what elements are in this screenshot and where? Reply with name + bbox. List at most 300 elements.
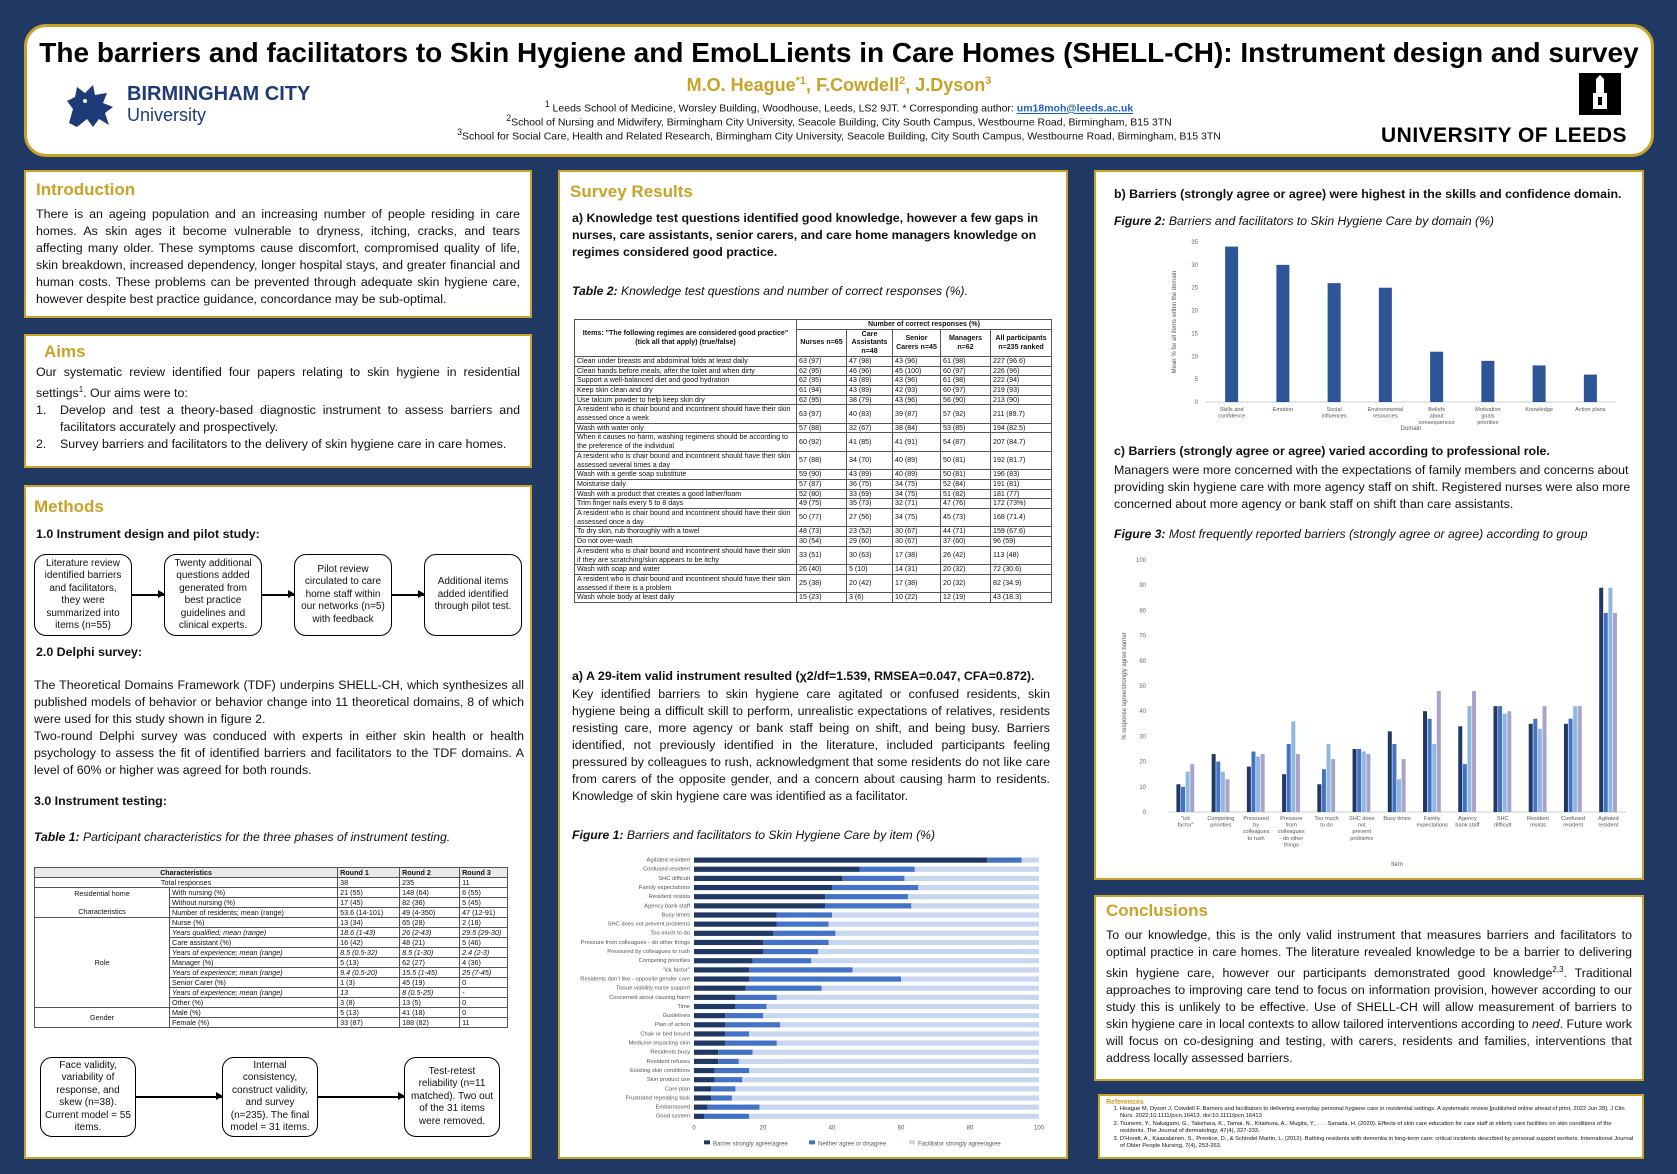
fig1-bar-segment [725,1041,777,1046]
table-row: Do not over-wash 30 (54) 29 (60) 30 (67) 37 (60) 96 (59) [575,537,1052,547]
table-row: Number of residents; mean (range) 53.6 (14-101) 49 (4-350) 47 (12-91) [35,908,508,918]
fig2-tick-label: 5 [1194,377,1198,384]
fig1-bar-segment [694,1041,725,1046]
fig1-category-label: Pressure from colleagues - do other things [580,939,690,946]
fig1-category-label: Pressured by colleagues to rush [607,949,690,955]
findings-panel [1094,170,1644,880]
figure2-caption: Figure 2: Barriers and facilitators to Skin Hygiene Care by domain (%) [1114,214,1494,228]
fig3-tick-label: 80 [1139,608,1146,615]
bcu-logo [63,79,310,131]
fig1-category-label: Medicine impacting skin [628,1040,690,1047]
fig2-category-label: Environmental resources [1367,407,1404,420]
table-row: Role Nurse (%) 13 (34) 65 (28) 2 (18) [35,918,508,928]
fig2-category-label: Social influences [1321,407,1347,420]
fig1-bar-segment [694,922,777,927]
table-row: Manager (%) 5 (13) 62 (27) 4 (36) [35,958,508,968]
corresponding-email-link[interactable]: um18moh@leeds.ac.uk [1016,102,1134,115]
fig3-bar [1472,691,1476,812]
fig3-bar [1402,759,1406,812]
fig1-bar-segment [694,931,773,936]
fig1-bar-segment [694,1013,725,1018]
fig1-bar-segment [694,1031,725,1036]
table1-caption: Table 1: Participant characteristics for the three phases of instrument testing. [34,830,451,844]
fig3-bar [1599,588,1603,812]
table-row: Support a well-balanced diet and good hydration 62 (95) 43 (89) 43 (96) 61 (98) 222 (94) [575,376,1052,386]
table-row: Years of experience; mean (range) 13 8 (0.5-25) - [35,988,508,998]
references-heading: References [1106,1099,1144,1106]
fig3-category-label: "ick factor" [1177,816,1194,829]
flow1-arrow-1 [132,594,164,596]
fig3-bar [1176,784,1180,812]
fig3-bar [1467,706,1471,812]
fig3-category-label: SHC difficult [1494,816,1512,829]
fig3-bar [1287,744,1291,812]
fig1-category-label: Guidelines [662,1013,690,1020]
fig1-legend-swatch [704,1140,710,1144]
fig3-category-label: Pressured by colleagues to rush [1242,816,1270,842]
affiliation-2: $^2$School of Nursing and Midwifery, Birmingham City University, Seacole Building, City South Campus, Westbourne Road, Birmingham, B15 3TN [506,113,1172,129]
introduction-heading: Introduction [36,180,136,199]
fig2-tick-label: 25 [1191,285,1198,292]
fig1-legend-label: Facilitator strongly agree/agree [918,1141,1001,1148]
fig1-bar-segment [694,1086,711,1091]
table1-header-row: Characteristics Round 1 Round 2 Round 3 [35,868,508,878]
fig2-bar [1379,288,1392,402]
fig1-bar-segment [842,876,904,881]
table-row: Clean under breasts and abdominal folds at least daily 63 (97) 47 (98) 43 (96) 61 (98) 227 (96.6) [575,356,1052,366]
fig3-bar [1388,731,1392,812]
fig3-bar [1564,724,1568,812]
figure3-caption: Figure 3: Most frequently reported barriers (strongly agree or agree) according to group [1114,527,1588,541]
fig3-bar [1428,719,1432,812]
author-1: M.O. Heague$^{*1}$ [686,75,807,95]
table-row: Female (%) 33 (87) 188 (82) 11 [35,1018,508,1028]
fig3-bar [1578,706,1582,812]
table-row: Wash with water only 57 (88) 32 (67) 38 (84) 53 (85) 194 (82.5) [575,423,1052,433]
fig2-category-label: Knowledge [1525,407,1553,413]
fig1-bar-segment [694,903,825,908]
fig1-bar-segment [860,867,915,872]
fig2-bar [1430,352,1443,402]
fig1-bar-segment [904,876,1039,881]
flow1-step-1: Literature review identified barriers and facilitators, they were summarized into items (n=55) [34,554,132,636]
fig1-bar-segment [763,1013,1039,1018]
fig1-category-label: Busy times [661,912,690,919]
fig1-bar-segment [694,1114,704,1119]
table-row: Moisturise daily 57 (87) 36 (75) 34 (75) 52 (84) 191 (81) [575,479,1052,489]
fig1-bar-segment [694,894,825,899]
fig1-category-label: Existing skin conditions [630,1067,690,1074]
methods-sub1: 1.0 Instrument design and pilot study: [36,527,260,541]
fig1-category-label: Resident resists [648,894,690,901]
fig2-tick-label: 0 [1194,400,1198,406]
fig3-y-axis-label: % response agree/strongly agree barrier [1122,632,1128,740]
fig3-category-label: Pressure from colleagues - do other things [1277,816,1305,849]
fig1-bar-segment [829,922,1039,927]
flow2-step-1: Face validity, variability of response, and skew (n=38). Current model = 55 items. [40,1057,136,1137]
fig3-tick-label: 20 [1139,759,1146,766]
fig1-bar-segment [694,876,842,881]
table-row: Wash with a gentle soap substitute 59 (90) 43 (89) 40 (89) 50 (81) 196 (83) [575,470,1052,480]
fig1-bar-segment [749,1114,1039,1119]
table-row: A resident who is chair bound and incontinent should have their skin assessed if there is a problem 25 (38) 20 (42) 17 (38) 20 (32) 82 (34.9) [575,574,1052,592]
fig1-bar-segment [735,1086,1039,1091]
fig1-bar-segment [694,885,832,890]
fig1-bar-segment [749,967,853,972]
fig1-bar-segment [1022,858,1039,863]
poster-header [24,24,1654,157]
table-row: A resident who is chair bound and incontinent should have their skin if they are scratching/skin appears to be itchy 33 (51) 30 (63) 17 (38) 26 (42) 113 (48) [575,546,1052,564]
fig3-tick-label: 30 [1139,734,1146,741]
fig1-category-label: Family expectations [638,884,690,891]
fig1-bar-segment [777,922,829,927]
aims-item-2: 2. Survey barriers and facilitators to the delivery of skin hygiene care in care homes. [36,437,507,452]
fig3-x-axis-label: Item [1391,862,1403,868]
fig3-bar [1186,772,1190,812]
conclusions-text: To our knowledge, this is the only valid instrument that measures barriers and facilitators to optimal practice in care homes. The literature revealed knowledge to be a barrier to delivering skin hygiene care, however our participants demonstrated good knowledge$^{2,3}$. Traditional approaches to improving care tend to focus on information provision, however according to our study this is unlikely to be effective. Use of SHELL-CH will allow measurement of barriers to skin hygiene care in local contexts to allow tailored interventions according to need. Future work will focus on co-designing and testing, with carers, residents and families, interventions that address locally assessed barriers. [1106,928,1633,1066]
fig3-bar [1291,721,1295,812]
fig2-bar [1328,283,1341,402]
fig3-bar [1608,588,1612,812]
fig1-bar-segment [829,940,1039,945]
leeds-tower-icon [1579,73,1621,115]
fig3-category-label: Competing priorities [1207,816,1235,829]
fig1-tick-label: 20 [759,1125,767,1132]
fig1-bar-segment [901,976,1039,981]
fig1-bar-segment [694,867,860,872]
fig1-bar-segment [780,1022,1039,1027]
fig1-bar-segment [811,958,1039,963]
fig1-bar-segment [711,1095,732,1100]
fig2-tick-label: 10 [1191,354,1198,361]
fig1-category-label: Residents don't like - opposite gender care [580,976,690,983]
fig3-bar [1296,754,1300,812]
table-row: Senior Carer (%) 1 (3) 45 (19) 0 [35,978,508,988]
fig1-bar-segment [694,949,763,954]
fig1-category-label: Good system [655,1113,690,1120]
fig1-bar-segment [732,1095,1039,1100]
fig3-category-label: Agitated resident [1598,816,1619,829]
fig3-bar [1251,752,1255,812]
table2-caption: Table 2: Knowledge test questions and number of correct responses (%). [572,284,968,298]
fig1-bar-segment [694,1059,718,1064]
fig3-bar [1538,729,1542,812]
fig3-bar [1212,754,1216,812]
author-list: M.O. Heague$^{*1}$, F.Cowdell$^2$, J.Dyson$^3$ [686,75,992,95]
fig3-bar [1543,706,1547,812]
figure1-caption: Figure 1: Barriers and facilitators to Skin Hygiene Care by item (%) [572,828,936,842]
poster-title: The barriers and facilitators to Skin Hygiene and EmoLLients in Care Homes (SHELL-CH): Instrument design and survey [39,37,1639,68]
fig3-bar [1437,691,1441,812]
fig1-bar-segment [915,867,1039,872]
fig3-bar [1604,613,1608,812]
reference-3: 3. D'Hondt, A., Kaasalainen, S., Prentice, D., & Schindel Martin, L. (2012). Bathing residents with dementia in long-term care: critical incidents described by personal support workers. International Journal of Older People Nursing, 7(4), 253-263. [1120,1136,1636,1151]
fig1-category-label: Tissue viability nurse support [615,985,690,992]
leeds-logo [1381,73,1627,148]
table-row: When it causes no harm, washing regimens should be according to the preference of the individual 60 (92) 41 (85) 41 (91) 54 (87) 207 (84.7) [575,433,1052,451]
fig2-category-label: Skills and confidence [1218,407,1246,420]
fig1-tick-label: 0 [692,1125,696,1132]
fig1-category-label: Time [677,1003,690,1010]
fig3-bar [1529,724,1533,812]
fig3-bar [1533,719,1537,812]
fig1-bar-segment [853,967,1039,972]
methods-panel [24,485,532,1159]
fig1-bar-segment [766,1004,1039,1009]
fig1-bar-segment [715,1068,750,1073]
flow1-arrow-3 [392,594,424,596]
fig3-bar [1392,744,1396,812]
fig1-bar-segment [718,1050,753,1055]
fig1-bar-segment [694,986,746,991]
fig1-bar-segment [749,1031,1039,1036]
fig3-bar [1225,779,1229,812]
fig1-legend-label: Neither agree or disagree [818,1141,887,1148]
fig1-bar-segment [987,858,1022,863]
fig1-category-label: Agitated resident [646,857,690,864]
table-row: A resident who is chair bound and incontinent should have their skin assessed several times a day 57 (88) 34 (70) 40 (89) 50 (81) 192 (81.7) [575,451,1052,469]
flow2-step-3: Test-retest reliability (n=11 matched). Two out of the 31 items were removed. [404,1057,500,1137]
table-row: Trim finger nails every 5 to 8 days 49 (75) 35 (73) 32 (71) 47 (76) 172 (73%) [575,499,1052,509]
fig2-bar [1276,265,1289,402]
fig2-bar [1533,365,1546,402]
table-row: Years of experience; mean (range) 9.4 (0.5-20) 15.5 (1-45) 25 (7-45) [35,968,508,978]
fig2-bar [1481,361,1494,402]
fig1-bar-segment [711,1086,735,1091]
fig1-bar-segment [777,995,1039,1000]
table-row: Clean hands before meals, after the toilet and when dirty 62 (95) 46 (96) 45 (100) 60 (97) 226 (96) [575,366,1052,376]
fig1-bar-segment [694,1022,725,1027]
delphi-text-2: Two-round Delphi survey was conduced with experts in either skin health or health psychology to assess the fit of identified barriers and facilitators to the TDF domains. A level of 60% or higher was agreed for both rounds. [34,729,524,777]
methods-sub2: 2.0 Delphi survey: [36,645,143,659]
fig1-bar-segment [739,1059,1039,1064]
table-row: A resident who is chair bound and incontinent should have their skin assessed once a week 63 (97) 40 (83) 39 (87) 57 (92) 211 (89.7) [575,405,1052,423]
author-3: J.Dyson$^3$ [915,75,992,95]
aims-heading: Aims [44,342,86,361]
fig1-bar-segment [749,976,901,981]
fig3-category-label: Busy times [1383,816,1411,822]
table-row: Wash with soap and water 26 (40) 5 (10) 14 (31) 20 (32) 72 (30.6) [575,565,1052,575]
fig1-category-label: Competing priorities [638,958,690,965]
fig3-bar [1331,759,1335,812]
fig3-bar [1458,726,1462,812]
survey-heading: Survey Results [570,182,693,201]
finding-c-heading: c) Barriers (strongly agree or agree) varied according to professional role. [1114,444,1550,458]
references-panel [1098,1094,1644,1159]
table1 [34,867,508,1028]
fig1-bar-segment [694,1068,715,1073]
flow1-step-4: Additional items added identified through pilot test. [424,554,522,636]
fig3-category-label: Family expectations [1416,816,1448,829]
table-row: Use talcum powder to help keep skin dry 62 (95) 38 (79) 43 (96) 56 (90) 213 (90) [575,395,1052,405]
finding-b-instrument-text: Key identified barriers to skin hygiene care agitated or confused residents, skin hygiene being a difficult skill to perform, unrealistic expectations of relatives, residents resisting care, more agency or bank staff being on shift, and being busy. Barriers identified, not previously identified in the literature, included participants feeling pressured by colleagues to rush, acknowledgment that some residents do not like care from carers of the opposite gender, and a concern about causing harm to residents. Knowledge of skin hygiene care was identified as a facilitator. [572,687,1050,803]
fig3-bar [1322,769,1326,812]
flow1-step-3: Pilot review circulated to care home staff within our networks (n=5) with feedback [294,554,392,636]
fig1-bar-segment [825,903,911,908]
aims-item-1: 1. Develop and test a theory-based diagnostic instrument to assess barriers and facilitators accurately and prospectively. [36,403,520,435]
fig1-category-label: Confused resident [642,866,690,873]
fig3-category-label: Agency bank staff [1455,816,1480,829]
bcu-wordmark: BIRMINGHAM CITY University [127,83,311,125]
table-row: Gender Male (%) 5 (13) 41 (18) 0 [35,1008,508,1018]
fig2-bar [1225,247,1238,402]
leeds-wordmark: UNIVERSITY OF LEEDS [1381,124,1627,147]
fig1-bar-segment [832,912,1039,917]
fig1-bar-segment [694,858,987,863]
finding-a-knowledge: a) Knowledge test questions identified good knowledge, however a few gaps in nurses, care assistants, senior carers, and care home managers knowledge on regimes considered good practice. [572,211,1039,259]
fig1-bar-segment [708,1105,760,1110]
fig1-category-label: SHC difficult [658,875,690,882]
table-row: Without nursing (%) 17 (45) 82 (36) 5 (45) [35,898,508,908]
fig3-category-label: Too much to do [1314,816,1339,829]
fig1-bar-segment [725,1031,749,1036]
fig3-bar [1397,779,1401,812]
conclusions-panel [1094,895,1644,1081]
fig1-bar-segment [694,995,735,1000]
fig3-bar [1362,752,1366,812]
fig2-tick-label: 35 [1191,240,1198,246]
fig1-category-label: Plan of action [654,1022,690,1029]
fig3-bar [1327,744,1331,812]
fig1-bar-segment [763,940,829,945]
fig1-category-label: "ick factor" [662,967,690,974]
finding-b-barriers: b) Barriers (strongly agree or agree) were highest in the skills and confidence domain. [1114,187,1622,201]
fig1-bar-segment [773,931,835,936]
fig3-bar [1366,754,1370,812]
fig1-bar-segment [694,967,749,972]
table-row: Years qualified; mean (range) 18.6 (1-43) 26 (2-43) 29.5 (29-30) [35,928,508,938]
fig3-bar [1261,754,1265,812]
fig1-bar-segment [742,1077,1039,1082]
fig2-y-axis-label: Mean % for all items within the domain [1172,270,1178,374]
fig1-bar-segment [715,1077,743,1082]
fig1-bar-segment [822,986,1039,991]
fig1-bar-segment [735,995,776,1000]
table-row: Residential home Characteristics With nursing (%) 21 (55) 148 (64) 6 (55) [35,888,508,898]
figure2-chart [1166,234,1626,444]
fig3-bar [1282,774,1286,812]
fig3-bar [1353,749,1357,812]
fig1-bar-segment [718,1059,739,1064]
fig3-bar [1256,757,1260,812]
flow2-arrow-1 [136,1096,222,1098]
fig3-tick-label: 0 [1142,810,1146,816]
fig1-bar-segment [694,976,749,981]
fig1-bar-segment [704,1114,749,1119]
fig3-tick-label: 70 [1139,633,1146,640]
fig1-bar-segment [725,1022,780,1027]
table-row: A resident who is chair bound and incontinent should have their skin assessed once a day 50 (77) 27 (56) 34 (75) 45 (73) 168 (71.4) [575,509,1052,527]
fig1-bar-segment [694,1050,718,1055]
fig3-category-label: Confused resident [1561,816,1586,829]
flow-instrument-testing [40,1057,500,1137]
fig2-bar [1584,375,1597,402]
survey-results-panel [558,170,1068,1159]
table-row: Care assistant (%) 16 (42) 48 (21) 5 (46) [35,938,508,948]
fig2-category-label: Emotion [1272,407,1294,413]
fig3-bar [1247,767,1251,812]
finding-b-instrument-heading: a) A 29-item valid instrument resulted (χ2/df=1.539, RMSEA=0.047, CFA=0.872). [572,669,1035,683]
fig3-bar [1613,613,1617,812]
table2-group-header-row: Items: "The following regimes are considered good practice" (tick all that apply) (true/false) Number of correct responses (%) [575,320,1052,330]
fig3-bar [1432,744,1436,812]
fig1-legend-swatch [909,1140,915,1144]
fig1-tick-label: 100 [1033,1125,1045,1132]
flow2-arrow-2 [318,1096,404,1098]
table-row: Wash with a product that creates a good lather/foam 52 (80) 33 (69) 34 (75) 51 (82) 181 (77) [575,489,1052,499]
fig2-category-label: Beliefs about consequences [1418,407,1455,426]
fig1-bar-segment [777,1041,1039,1046]
table2-col-header-row: Nurses n=65 Care Assistants n=48 Senior Carers n=45 Managers n=62 All participants n=235 ranked [575,329,1052,356]
flow1-arrow-2 [262,594,294,596]
fig3-bar [1216,762,1220,812]
fig2-tick-label: 15 [1191,331,1198,338]
fig1-bar-segment [694,940,763,945]
fig3-category-label: Resident resists [1526,816,1549,829]
fig1-category-label: Concerned about causing harm [609,994,690,1001]
fig1-category-label: Care plan [664,1086,690,1093]
fig1-bar-segment [694,1077,715,1082]
fig1-category-label: Frustrated repeating task [625,1095,690,1102]
aims-panel [24,334,532,468]
affiliation-3: $^3$School for Social Care, Health and Related Research, Birmingham City University, Seacole Building, City South Campus, Westbourne Road, Birmingham, B15 3TN [457,127,1221,143]
flow2-step-2: Internal consistency, construct validity, and survey (n=235). The final model = 31 items. [222,1057,318,1137]
reference-2: 2. Tsunemi, Y., Nakagami, G., Takehara, K., Tamai, N., Kitamura, A., Mugita, Y., . . . Sanada, H. (2020). Effects of skin care education for care staff at elderly care facilities on skin conditions of the residents. The Journal of dermatology, 47(4), 327-333. [1120,1121,1636,1136]
table1-body [35,878,508,1028]
fig1-category-label: Skin product use [646,1077,690,1084]
flow1-step-2: Twenty additional questions added generated from best practice guidelines and clinical experts. [164,554,262,636]
table-row: Total responses 38 235 11 [35,878,508,888]
fig3-bar [1423,711,1427,812]
fig1-category-label: SHC does not prevent problems [607,921,690,928]
fig1-bar-segment [694,912,777,917]
fig3-bar [1190,764,1194,812]
fig3-tick-label: 10 [1139,784,1146,791]
fig3-tick-label: 50 [1139,684,1146,690]
fig3-bar [1221,772,1225,812]
fig2-x-axis-label: Domain [1400,426,1422,432]
fig1-bar-segment [835,931,1039,936]
flow-instrument-design [34,554,522,636]
fig1-bar-segment [908,894,1039,899]
fig2-category-label: Action plans [1575,407,1606,413]
affiliation-1: $^1$ Leeds School of Medicine, Worsley Building, Woodhouse, Leeds, LS2 9JT. * Corresponding author: um18moh@leeds.ac.uk [544,99,1134,115]
fig1-bar-segment [725,1013,763,1018]
fig3-tick-label: 60 [1139,658,1146,665]
table-row: Keep skin clean and dry 61 (94) 43 (89) 42 (93) 60 (97) 219 (93) [575,385,1052,395]
fig1-bar-segment [749,1068,1039,1073]
fig1-category-label: Agency bank staff [644,903,690,910]
bcu-griffin-icon [63,79,117,131]
fig1-tick-label: 60 [897,1125,905,1132]
fig1-bar-segment [825,894,908,899]
fig1-bar-segment [763,949,818,954]
fig1-category-label: Resident refuses [646,1058,690,1065]
fig2-tick-label: 20 [1191,308,1198,315]
fig1-bar-segment [777,912,832,917]
fig1-bar-segment [735,1004,766,1009]
fig1-category-label: Embarrassed [655,1104,690,1111]
fig1-bar-segment [918,885,1039,890]
reference-1: 1. Heague M, Dyson J, Cowdell F. Barriers and facilitators to delivering everyday personal hygiene care in residential settings. A systematic review [published online ahead of print, 2022 Jun 28]. J Clin Nurs. 2022;10.1111/jocn.16413. doi:10.1111/jocn.16413 [1120,1106,1636,1121]
fig1-bar-segment [911,903,1039,908]
fig1-tick-label: 80 [966,1125,974,1132]
fig3-tick-label: 90 [1139,583,1146,590]
table-row: Wash whole body at least daily 15 (23) 3 (6) 10 (22) 12 (19) 43 (18.3) [575,593,1052,603]
fig1-category-label: Too much to do [650,930,690,937]
fig2-category-label: Motivation goals priorities [1475,407,1501,426]
figure1-chart [564,852,1064,1152]
